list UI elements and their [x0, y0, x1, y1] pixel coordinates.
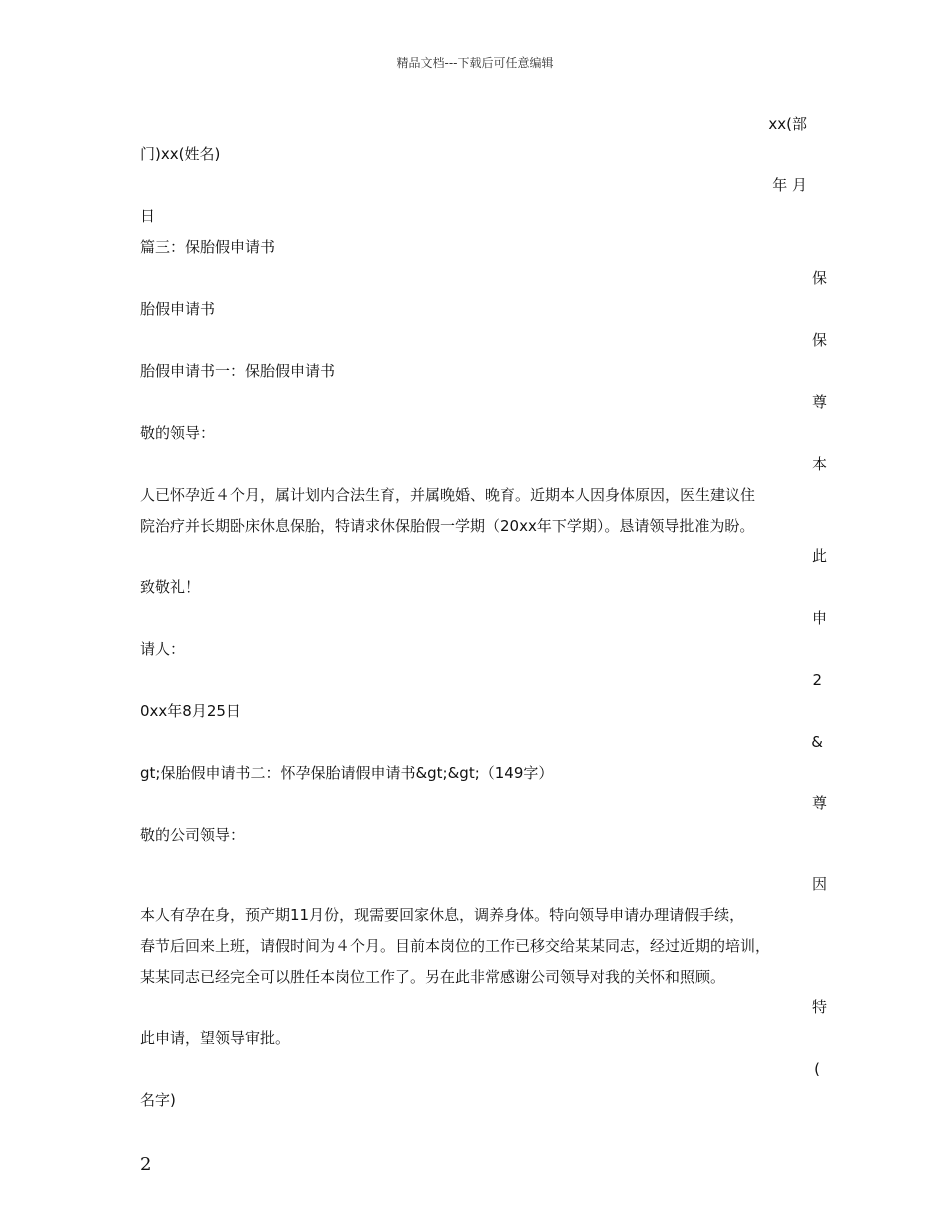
right-fragment: (: [814, 1060, 820, 1078]
page-header: 精品文档---下载后可任意编辑: [396, 56, 554, 70]
body-line: 名字): [140, 1091, 176, 1109]
right-fragment: 2: [812, 671, 822, 689]
body-line: 敬的公司领导：: [140, 826, 246, 844]
right-fragment: 尊: [811, 794, 827, 812]
right-fragment: 因: [811, 875, 827, 893]
right-fragment: 申: [811, 609, 827, 627]
body-line: 0xx年8月25日: [140, 702, 241, 720]
right-fragment: 本: [811, 455, 827, 473]
body-line: 敬的领导：: [140, 424, 216, 442]
right-fragment: 保: [811, 331, 827, 349]
body-line: gt;保胎假申请书二：怀孕保胎请假申请书&gt;&gt;（149字）: [140, 764, 554, 782]
right-fragment: 特: [811, 998, 827, 1016]
body-line: 门)xx(姓名): [140, 145, 221, 163]
right-fragment: 尊: [811, 393, 827, 411]
body-line: 本人有孕在身，预产期11月份，现需要回家休息，调养身体。特向领导申请办理请假手续，: [140, 906, 745, 924]
body-line: 人已怀孕近４个月，属计划内合法生育，并属晚婚、晚育。近期本人因身体原因，医生建议住: [140, 486, 756, 504]
right-fragment: 保: [811, 269, 827, 287]
page-number: 2: [140, 1154, 152, 1175]
body-line: 院治疗并长期卧床休息保胎，特请求休保胎假一学期（20xx年下学期）。恳请领导批准为盼。: [140, 517, 755, 535]
right-fragment: xx(部: [768, 115, 807, 133]
right-fragment: 此: [811, 547, 827, 565]
body-line: 胎假申请书: [140, 300, 216, 318]
body-line: 春节后回来上班，请假时间为４个月。目前本岗位的工作已移交给某某同志，经过近期的培训，: [140, 937, 771, 955]
body-line: 致敬礼！: [140, 578, 201, 596]
body-line: 日: [140, 207, 156, 225]
body-line: 某某同志已经完全可以胜任本岗位工作了。另在此非常感谢公司领导对我的关怀和照顾。: [140, 968, 726, 986]
body-line: 请人：: [140, 640, 186, 658]
section-title: 篇三：保胎假申请书: [140, 238, 276, 256]
body-line: 此申请，望领导审批。: [140, 1029, 291, 1047]
right-fragment: 年 月: [772, 176, 807, 194]
body-line: 胎假申请书一：保胎假申请书: [140, 362, 336, 380]
right-fragment: &: [811, 733, 823, 751]
